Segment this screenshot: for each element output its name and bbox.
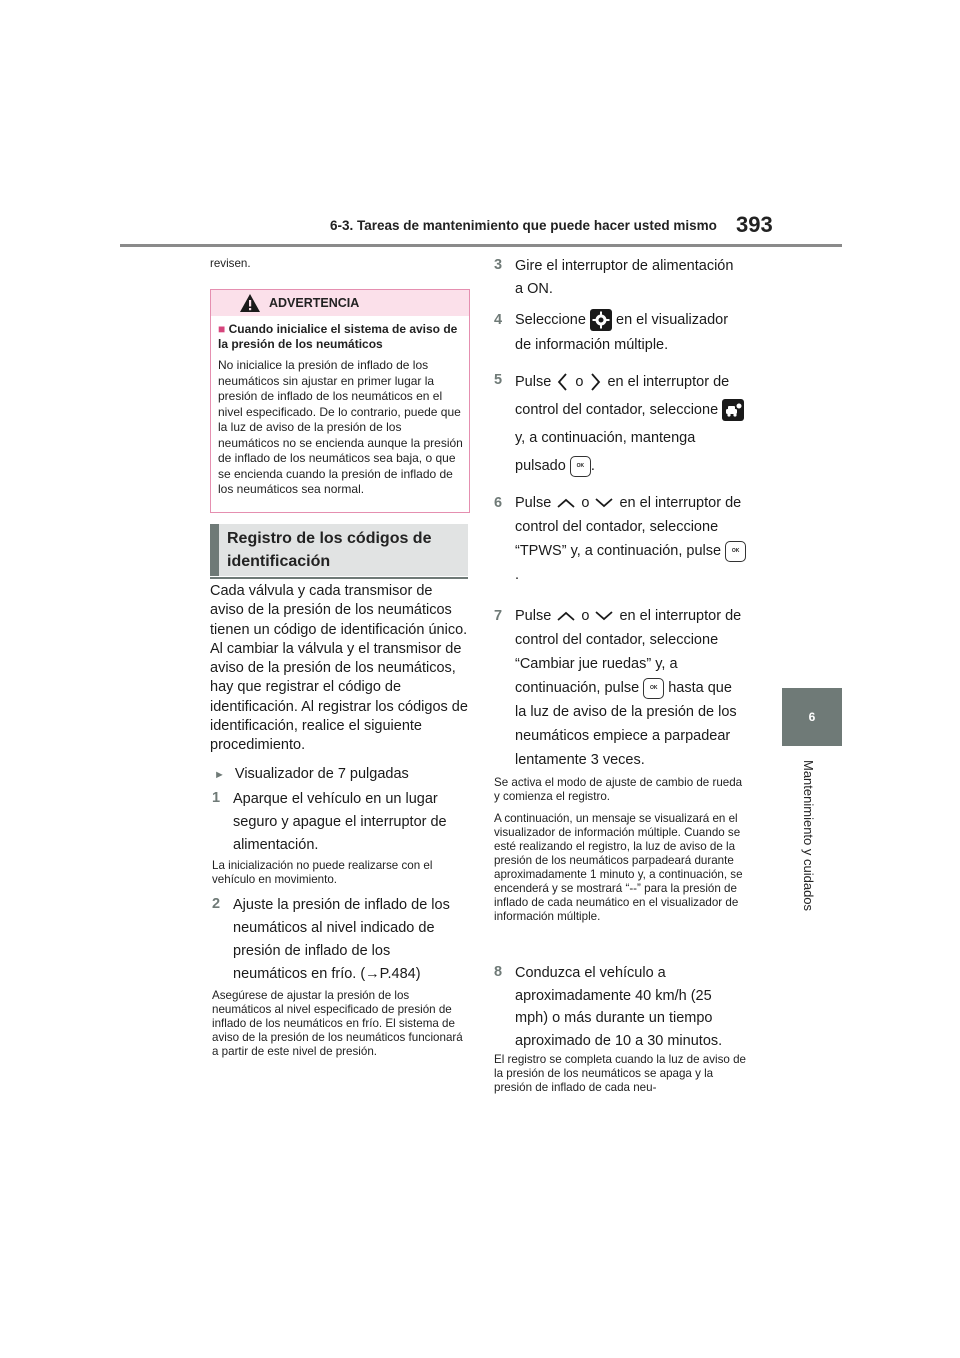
step-6-text: Pulse o en el interruptor de control del contador, seleccione “TPWS” y, a continuación, pulse OK. [515,491,747,587]
bullet-text: Visualizador de 7 pulgadas [234,766,409,782]
vehicle-settings-icon [722,399,744,421]
step-7-text: Pulse o en el interruptor de control del contador, seleccione “Cambiar jue ruedas” y, a continuación, pulse OK hasta que la luz de aviso de la presión de los neumáticos empiece a parpadear lentamente 3 veces. [515,608,742,768]
step-1-number: 1 [212,790,221,806]
step-6-number: 6 [494,495,503,511]
section-header-title: 6-3. Tareas de mantenimiento que puede hacer usted mismo [330,218,717,233]
section-heading-rule [210,577,468,579]
warning-subtitle [218,322,464,352]
chevron-down-icon [593,496,615,510]
step-7-number: 7 [494,608,503,624]
step-4-text: Seleccione en el visualizador de información múltiple. [515,308,747,358]
step-3-text: Gire el interruptor de alimentación a ON. [515,258,734,297]
chevron-up-icon [555,496,577,510]
step-1-text: Aparque el vehículo en un lugar seguro y apague el interruptor de alimentación. [233,791,447,853]
step-7-note-2: A continuación, un mensaje se visualizará en el visualizador de información múltiple. Cuando se esté realizando el registro, la luz de aviso de la presión de los neumáticos parpadeará durante aproximadamente 1 minuto y, a continuación, se encenderá y se mostrará “--” para la presión de inflado de cada neumático en el visualizador de información múltiple. [494,812,743,923]
step-2-text: Ajuste la presión de inflado de los neumáticos al nivel indicado de presión de inflado de los neumáticos en frío. (→P.484) [233,897,450,982]
step-5-text: Pulse o en el interruptor de control del contador, seleccione y, a continuación, mantenga pulsado OK . [515,368,747,480]
bullet-item [214,764,464,786]
warning-subtitle-text: Cuando inicialice el sistema de aviso de la presión de los neumáticos [218,322,458,351]
step-2-note: Asegúrese de ajustar la presión de los neumáticos al nivel especificado de presión de inflado de los neumáticos en frío. El sistema de aviso de la presión de los neumáticos funcionará a partir de este nivel de presión. [212,989,463,1058]
chevron-up-icon [555,609,577,623]
chapter-label: Mantenimiento y cuidados [801,760,816,912]
chapter-tab: 6 [782,688,842,746]
section-heading-title: Registro de los códigos de identificación [227,530,432,570]
chevron-left-icon [555,371,571,393]
step-5-number: 5 [494,372,503,388]
warning-text: No inicialice la presión de inflado de los neumáticos sin ajustar en primer lugar la presión de inflado de los neumáticos en el nivel especificado. De lo contrario, puede que la luz de aviso de la presión de los neumáticos no se encienda aunque la presión de inflado de los neumáticos sea baja, o que se encienda cuando la presión de inflado de los neumáticos sea normal. [218,358,463,496]
intro-text: revisen. [210,257,251,270]
warning-title: ADVERTENCIA [269,296,360,310]
warning-header [211,290,469,316]
ok-button-icon: OK [570,456,591,477]
ok-button-icon: OK [725,541,746,562]
warning-triangle-icon [239,293,261,313]
settings-gear-icon [590,309,612,331]
page-number: 393 [736,212,773,237]
intro-paragraph: Cada válvula y cada transmisor de aviso de la presión de los neumáticos tienen un código de identificación único. Al cambiar la válvula y el transmisor de aviso de la presión de los neumáticos, hay que registrar el código de identificación. Al registrar los códigos de identificación, realice el siguiente procedimiento. [210,583,468,754]
chevron-right-icon [587,371,603,393]
chevron-down-icon [593,609,615,623]
step-1-note: La inicialización no puede realizarse con el vehículo en movimiento. [212,859,433,886]
square-bullet-icon: ■ [218,322,226,336]
step-3-number: 3 [494,257,503,273]
step-8-text: Conduzca el vehículo a aproximadamente 40 km/h (25 mph) o más durante un tiempo aproximado de 10 a 30 minutos. [515,965,723,1049]
header-divider [120,244,842,247]
step-8-note: El registro se completa cuando la luz de aviso de la presión de los neumáticos se apaga y la presión de inflado de cada neu- [494,1053,746,1094]
step-2-number: 2 [212,896,221,912]
step-7-note-1: Se activa el modo de ajuste de cambio de rueda y comienza el registro. [494,776,743,803]
step-4-number: 4 [494,312,503,328]
warning-box [210,289,470,513]
section-heading [210,524,468,576]
section-heading-bar [210,524,219,576]
triangle-bullet-icon: ► [214,769,225,781]
step-8-number: 8 [494,964,503,980]
ok-button-icon: OK [643,678,664,699]
